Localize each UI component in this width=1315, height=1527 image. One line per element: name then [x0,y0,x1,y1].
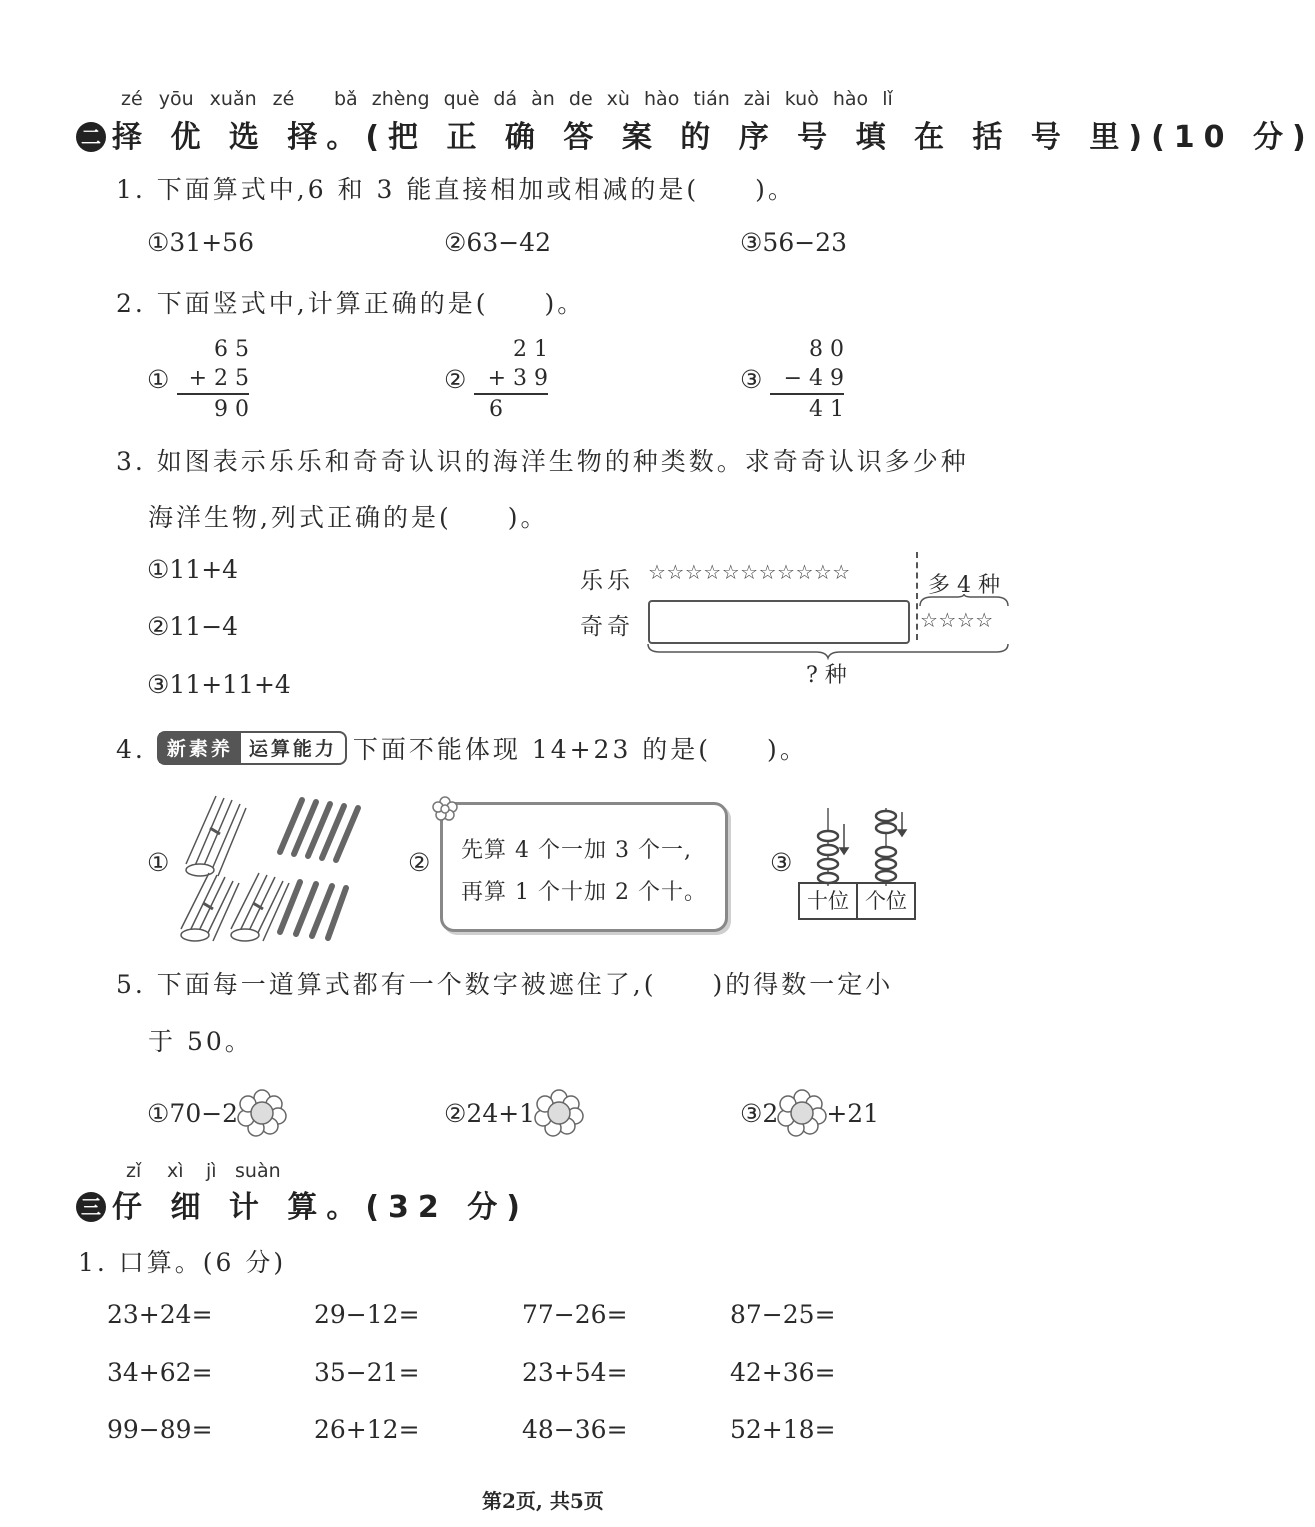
method-text-box [440,802,728,932]
question-1-text: 1. 下面算式中,6 和 3 能直接相加或相减的是( )。 [116,175,796,204]
calc-item[interactable]: 29−12= [314,1300,420,1329]
row-label-qiqi: 奇奇 [580,614,634,640]
tag-computation-ability: 运算能力 [248,738,337,760]
section2-number-badge: 二 [76,122,106,152]
vertical-result: 4 1 [770,393,844,424]
section3-pinyin-3: jì [206,1160,217,1182]
flower-cover-icon [535,1090,583,1134]
question-3-option-1[interactable]: ①11+4 [147,555,239,584]
section3-heading [76,1182,529,1226]
lele-star-row: ☆☆☆☆☆☆☆☆☆☆☆ [648,560,851,584]
question-5-option-1[interactable] [147,1090,286,1134]
flower-cover-icon [778,1090,826,1134]
section3-pinyin-1: zǐ [126,1160,142,1182]
single-sticks-bottom [280,882,346,938]
section2-pinyin-left: zé yōu xuǎn zé [121,88,295,110]
flower-icon [432,796,458,820]
vertical-operand: + 3 9 [487,366,548,391]
abacus-beads-icon [798,806,914,886]
qiqi-extra-stars: ☆☆☆☆ [920,608,994,632]
question-1-option-2[interactable]: ②63−42 [444,228,551,257]
question-4-option-2-mark[interactable]: ② [408,848,431,877]
question-1-option-3[interactable]: ③56−23 [740,228,847,257]
calc-item[interactable]: 35−21= [314,1358,420,1387]
option-expression: ③2 [740,1099,779,1128]
bundle-of-ten-1 [186,796,246,876]
tag-new-literacy: 新素养 [159,733,241,763]
option-expression-tail: +21 [826,1099,880,1128]
calc-item[interactable]: 52+18= [730,1415,836,1444]
calc-item[interactable]: 48−36= [522,1415,628,1444]
single-sticks-top [280,800,358,860]
total-label: ? 种 [806,663,847,688]
row-label-lele: 乐乐 [580,568,634,594]
qiqi-bar [648,600,910,644]
question-3-option-3[interactable]: ③11+11+4 [147,670,291,699]
question-3-line-1: 3. 如图表示乐乐和奇奇认识的海洋生物的种类数。求奇奇认识多少种 [116,447,969,476]
bundle-of-ten-2 [181,873,239,941]
calc-item[interactable]: 42+36= [730,1358,836,1387]
method-line-2: 再算 1 个十加 2 个十。 [461,880,707,905]
question-5-line-2: 于 50。 [148,1027,253,1056]
oral-calc-heading: 1. 口算。(6 分) [78,1248,287,1277]
question-5-option-2[interactable] [444,1090,583,1134]
calc-item[interactable]: 99−89= [107,1415,213,1444]
abacus-picture [798,806,914,918]
more-brace [918,594,1010,608]
tens-place-label: 十位 [800,884,858,918]
flower-cover-icon [238,1090,286,1134]
section3-number-badge: 三 [76,1192,106,1222]
vertical-top-number: 8 0 [809,337,844,362]
page-footer: 第2页, 共5页 [482,1489,604,1513]
option-expression: ②24+1 [444,1099,536,1128]
literacy-tag [157,731,347,765]
calc-item[interactable]: 23+24= [107,1300,213,1329]
section2-pinyin-right: bǎ zhèng què dá àn de xù hào tián zài kuò hào lǐ [334,88,893,110]
vertical-result: 6 [474,393,548,424]
option-mark: ① [147,365,170,394]
calc-item[interactable]: 23+54= [522,1358,628,1387]
question-4-stem: 下面不能体现 14+23 的是( )。 [352,735,808,764]
option-expression: ①70−2 [147,1099,239,1128]
abacus-base [798,882,916,920]
question-4-option-3-mark[interactable]: ③ [770,848,793,877]
method-line-1: 先算 4 个一加 3 个一, [461,838,692,863]
question-1-option-1[interactable]: ①31+56 [147,228,254,257]
vertical-operand: + 2 5 [188,366,249,391]
question-4-number: 4. [116,735,146,764]
section3-pinyin-2: xì [167,1160,184,1182]
total-brace [646,642,1010,658]
question-5-line-1: 5. 下面每一道算式都有一个数字被遮住了,( )的得数一定小 [116,970,894,999]
question-3-line-2: 海洋生物,列式正确的是( )。 [148,503,549,532]
section3-pinyin-4: suàn [235,1160,281,1182]
option-mark: ② [444,365,467,394]
calc-item[interactable]: 77−26= [522,1300,628,1329]
option-mark: ③ [740,365,763,394]
vertical-result: 9 0 [177,393,249,424]
question-2-text: 2. 下面竖式中,计算正确的是( )。 [116,289,586,318]
section3-title: 仔 细 计 算。(32 分) [112,1190,529,1225]
ones-place-label: 个位 [865,889,907,913]
vertical-top-number: 2 1 [513,337,548,362]
line-segment-figure [580,548,1020,698]
question-3-option-2[interactable]: ②11−4 [147,612,239,641]
calc-item[interactable]: 34+62= [107,1358,213,1387]
calc-item[interactable]: 26+12= [314,1415,420,1444]
question-4-text [116,730,808,766]
vertical-operand: − 4 9 [783,366,844,391]
section2-title: 择 优 选 择。(把 正 确 答 案 的 序 号 填 在 括 号 里)(10 分) [112,120,1315,155]
more-label: 多 4 种 [928,573,1000,598]
counting-sticks-picture [170,790,370,940]
question-5-option-3[interactable] [740,1090,879,1134]
section2-heading [76,112,1315,156]
question-4-option-1-mark[interactable]: ① [147,848,170,877]
vertical-top-number: 6 5 [214,337,249,362]
calc-item[interactable]: 87−25= [730,1300,836,1329]
